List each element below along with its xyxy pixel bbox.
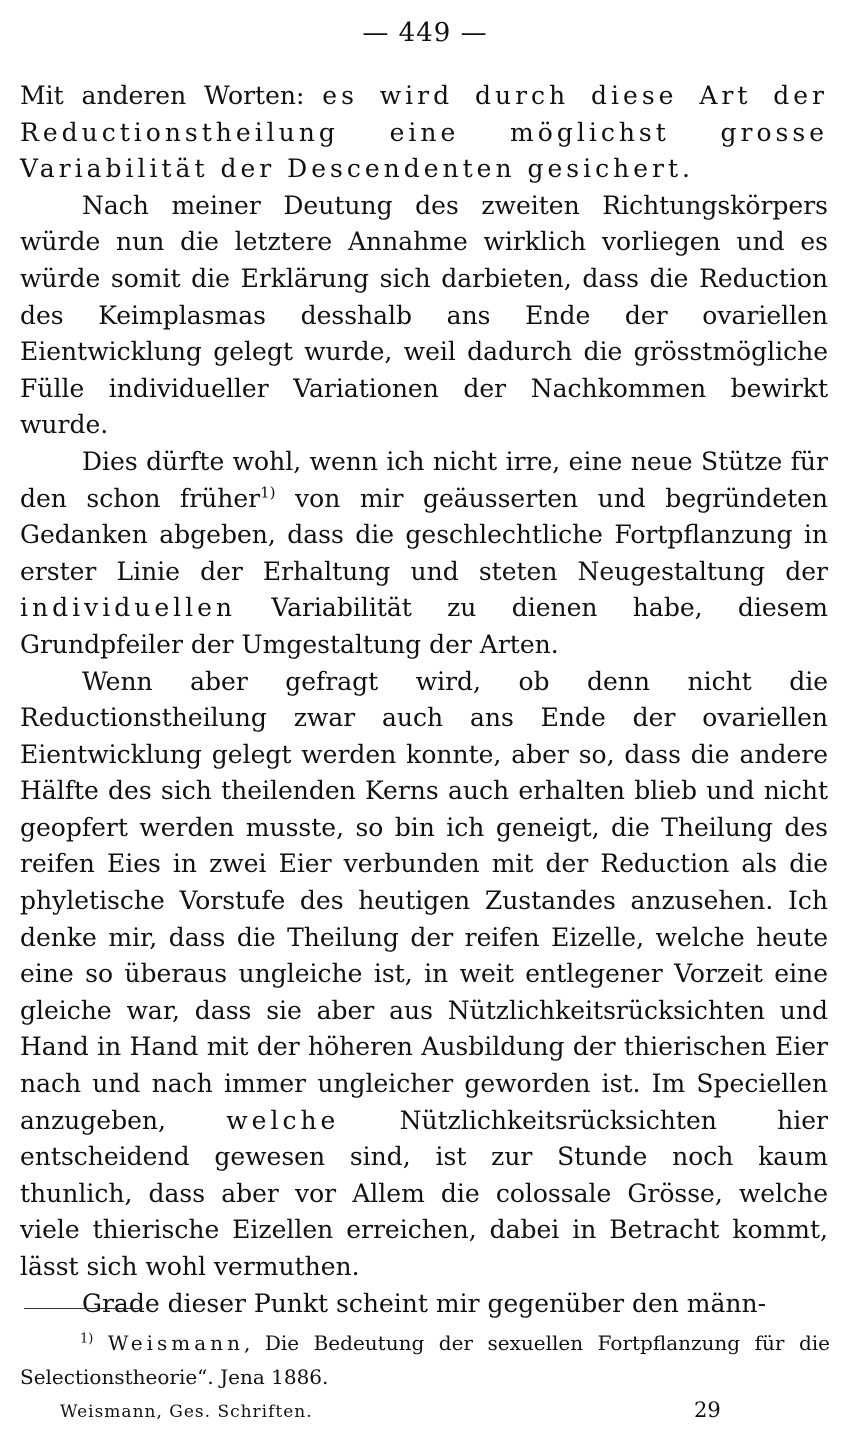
text-run: Grade dieser Punkt scheint mir gegenüber den männ- [82,1288,767,1318]
footnote [20,1326,830,1394]
paragraph [20,188,828,444]
paragraph [20,444,828,664]
spaced-text: welche [226,1105,340,1135]
text-run: von mir geäusserten und begründeten Gedanken abgeben, dass die geschlechtliche Fortpflanzung in erster Linie der Erhaltung und steten Neugestaltung der [20,483,829,586]
footnote-author: Weismann [107,1331,244,1355]
text-run: Mit anderen Worten: [20,81,323,110]
paragraph [20,78,828,188]
page-number: — 449 — [362,18,488,48]
spaced-text: es wird durch diese Art der Reductionstheilung eine möglichst grosse Variabilität der Descendenten gesichert. [20,81,828,184]
text-run: Wenn aber gefragt wird, ob denn nicht die Reductionstheilung zwar auch ans Ende der ovariellen Eientwicklung gelegt werden konnte, aber so, dass die andere Hälfte des sich theilenden Kerns auch erhalten blieb und nicht geopfert werden musste, so bin ich geneigt, die Theilung des reifen Eies in zwei Eier verbunden mit der Reduction als die phyletische Vorstufe des heutigen Zustandes anzusehen. Ich denke mir, dass die Theilung der reifen Eizelle, welche heute eine so überaus ungleiche ist, in weit entlegener Vorzeit eine gleiche war, dass sie aber aus Nützlichkeitsrücksichten und Hand in Hand mit der höheren Ausbildung der thierischen Eier nach und nach immer ungleicher geworden ist. Im Speciellen anzugeben, [20,666,828,1135]
footnote-marker: 1) [80,1331,94,1347]
signature-number: 29 [694,1398,721,1422]
spaced-text: individuellen [20,593,237,623]
text-run: Nach meiner Deutung des zweiten Richtungskörpers würde nun die letztere Annahme wirklich vorliegen und es würde somit die Erklärung sich darbieten, dass die Reduction des Keimplasmas desshalb ans Ende der ovariellen Eientwicklung gelegt wurde, weil dadurch die grösstmögliche Fülle individueller Variationen der Nachkommen bewirkt wurde. [20,190,828,440]
paragraph [20,1286,828,1323]
footnote-divider [24,1308,144,1309]
text-run: Dies dürfte wohl, wenn ich nicht irre, eine neue Stütze für den schon früher [20,446,828,513]
footnote-text: , Die Bedeutung der sexuellen Fortpflanzung für die Selectionstheorie“. Jena 1886. [20,1331,831,1389]
body-text [20,78,828,1322]
signature-label: Weismann, Ges. Schriften. [60,1402,313,1422]
text-run: Nützlichkeitsrücksichten hier entscheidend gewesen sind, ist zur Stunde noch kaum thunlich, dass aber vor Allem die colossale Grösse, welche viele thierische Eizellen erreichen, dabei in Betracht kommt, lässt sich wohl vermuthen. [20,1105,828,1281]
footnote-reference: 1) [260,483,276,502]
paragraph [20,664,828,1286]
text-run: Variabilität zu dienen habe, diesem Grundpfeiler der Umgestaltung der Arten. [20,593,828,659]
